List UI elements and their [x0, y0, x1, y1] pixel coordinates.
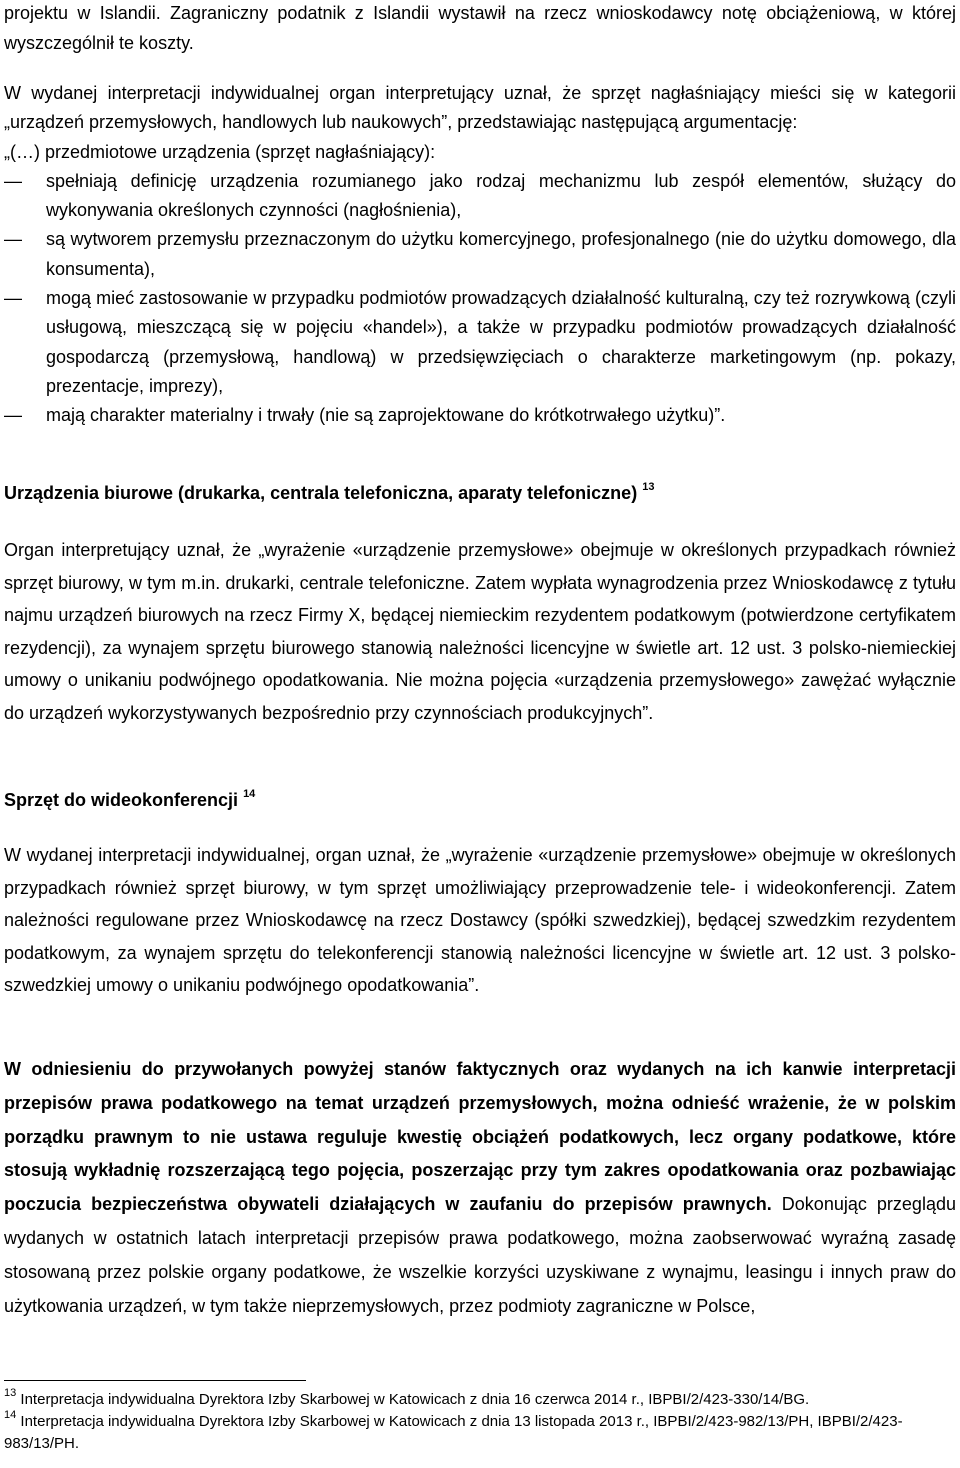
intro-paragraph: projektu w Islandii. Zagraniczny podatnik z Islandii wystawił na rzecz wnioskodawcy notę obciążeniową, w której wyszczególnił te koszty. — [4, 3, 956, 53]
office-paragraph: Organ interpretujący uznał, że „wyrażenie «urządzenie przemysłowe» obejmuje w określonych przypadkach również sprzęt biurowy, w tym m.in. drukarki, centrale telefoniczne. Zatem wypłata wynagrodzenia przez Wnioskodawcę z tytułu najmu urządzeń biurowych na rzecz Firmy X, będącej niemieckim rezydentem podatkowym (potwierdzone certyfikatem rezydencji), za wynajem sprzętu biurowego stanowią należności licencyjne w świetle art. 12 ust. 3 polsko-niemieckiej umowy o unikaniu podwójnego opodatkowania. Nie można pojęcia «urządzenia przemysłowego» zawężać wyłącznie do urządzeń wykorzystywanych bezpośrednio przy czynnościach produkcyjnych”. — [4, 540, 956, 723]
dash-marker: — — [4, 170, 22, 191]
footnote-13: $^{13}$ Interpretacja indywidualna Dyrektora Izby Skarbowej w Katowicach z dnia 16 czerwca 2014 r., IBPBI/2/423-330/14/BG. — [4, 1387, 810, 1408]
video-paragraph: W wydanej interpretacji indywidualnej, organ uznał, że „wyrażenie «urządzenie przemysłowe» obejmuje w określonych przypadkach również sprzęt biurowy, w tym sprzęt umożliwiający przeprowadzenie tele- i wideokonferencji. Zatem należności regulowane przez Wnioskodawcę na rzecz Dostawcy (spółki szwedzkiej), będącej szwedzkim rezydentem podatkowym, za wynajem sprzętu do telekonferencji stanowią należności licencyjne w świetle art. 12 ust. 3 polsko-szwedzkiej umowy o unikaniu podwójnego opodatkowania”. — [4, 845, 956, 996]
dash-marker: — — [4, 229, 22, 250]
interpretation-paragraph: W wydanej interpretacji indywidualnej organ interpretujący uznał, że sprzęt nagłaśniający mieści się w kategorii „urządzeń przemysłowych, handlowych lub naukowych”, przedstawiając następującą argumentację: — [4, 83, 956, 133]
footnote-ref: 13 — [642, 481, 655, 493]
footnotes — [4, 1389, 956, 1455]
section-heading-video: Sprzęt do wideokonferencji $^{14}$ — [4, 788, 256, 810]
conclusion-text: Dokonując przeglądu wydanych w ostatnich latach interpretacji przepisów prawa podatkowego, można zaobserwować wyraźną zasadę stosowaną przez polskie organy podatkowe, że wszelkie korzyści uzyskiwane z wynajmu, leasingu i innych praw do użytkowania urządzeń, w tym także nieprzemysłowych, przez podmioty zagraniczne w Polsce, — [4, 1194, 956, 1316]
list-item: — spełniają definicję urządzenia rozumianego jako rodzaj mechanizmu lub zespół elementów, służący do wykonywania określonych czynności (nagłośnienia), — [4, 167, 956, 226]
list-item: — są wytworem przemysłu przeznaczonym do użytku komercyjnego, profesjonalnego (nie do użytku domowego, dla konsumenta), — [4, 225, 956, 284]
dash-marker: — — [4, 405, 22, 426]
dash-marker: — — [4, 288, 22, 309]
quote-lead: „(…) przedmiotowe urządzenia (sprzęt nagłaśniający): — [4, 141, 436, 162]
footnote-14: $^{14}$ Interpretacja indywidualna Dyrektora Izby Skarbowej w Katowicach z dnia 13 listopada 2013 r., IBPBI/2/423-982/13/PH, IBPBI/2/423-983/13/PH. — [4, 1409, 903, 1452]
list-item: — mogą mieć zastosowanie w przypadku podmiotów prowadzących działalność kulturalną, czy też rozrywkową (czyli usługową, mieszczącą się w pojęciu «handel»), a także w przypadku podmiotów prowadzących działalność gospodarczą (przemysłową, handlową) w przedsięwzięciach o charakterze marketingowym (np. pokazy, prezentacje, imprezy), — [4, 284, 956, 401]
footnote-separator — [4, 1380, 306, 1381]
conclusion-bold: W odniesieniu do przywołanych powyżej stanów faktycznych oraz wydanych na ich kanwie interpretacji przepisów prawa podatkowego na temat urządzeń przemysłowych, można odnieść wrażenie, że w polskim porządku prawnym to nie ustawa reguluje kwestię obciążeń podatkowych, lecz organy podatkowe, które stosują wykładnię rozszerzającą tego pojęcia, poszerzając przy tym zakres opodatkowania oraz pozbawiając poczucia bezpieczeństwa obywateli działających w zaufaniu do przepisów prawnych. — [4, 1059, 956, 1215]
interpretation-block — [4, 79, 956, 431]
list-item: — mają charakter materialny i trwały (nie są zaprojektowane do krótkotrwałego użytku)”. — [4, 401, 956, 430]
conclusion-paragraph — [4, 1053, 956, 1323]
section-heading-office: Urządzenia biurowe (drukarka, centrala telefoniczna, aparaty telefoniczne) $^{13}$ — [4, 481, 655, 503]
bullet-list — [4, 167, 956, 431]
footnote-ref: 14 — [243, 788, 256, 800]
